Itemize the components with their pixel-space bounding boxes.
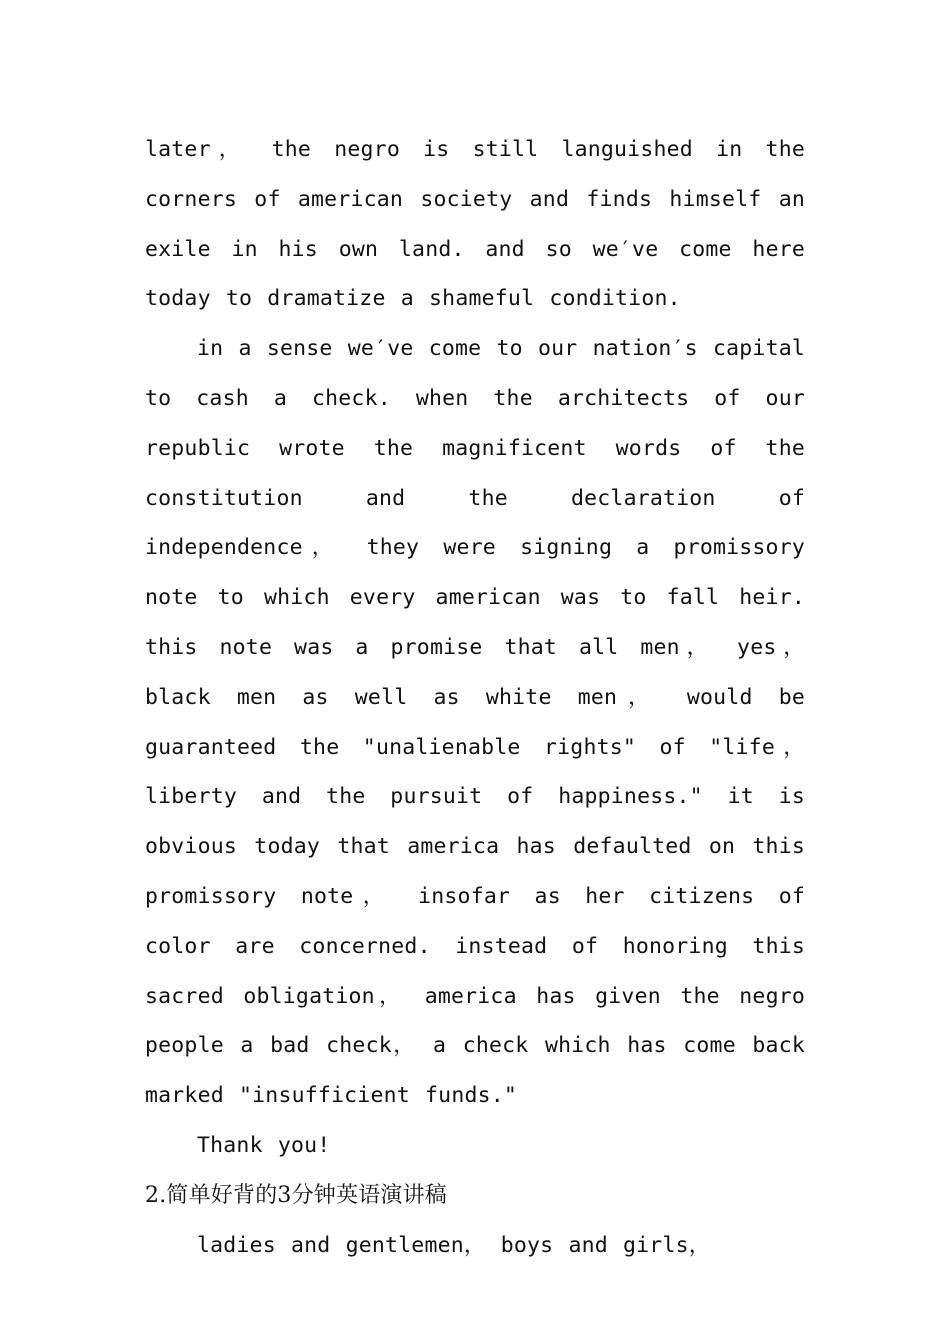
- section-heading: 2.简单好背的3分钟英语演讲稿: [145, 1182, 447, 1208]
- paragraph-greeting: ladies and gentlemen， boys and girls，: [197, 1232, 711, 1258]
- paragraph-thank-you: Thank you!: [197, 1132, 331, 1158]
- paragraph-cash-a-check: in a sense we′ve come to our nation′s capital to cash a check. when the architects of our republic wrote the magnificent words of the constitution and the declaration of independence， they were signing a promissory note to which every american was to fall heir. this note was a promise that all men， yes， black men as well as white men， would be guaranteed the "unalienable rights" of "life， liberty and the pursuit of happiness." it is obvious today that america has defaulted on this promissory note， insofar as her citizens of color are concerned. instead of honoring this sacred obligation， america has given the negro people a bad check， a check which has come back marked "insufficient funds.": [145, 336, 805, 1109]
- document-body: [145, 125, 805, 1270]
- paragraph-speech-ending: later， the negro is still languished in the corners of american society and finds himself an exile in his own land. and so we′ve come here today to dramatize a shameful condition.: [145, 137, 805, 312]
